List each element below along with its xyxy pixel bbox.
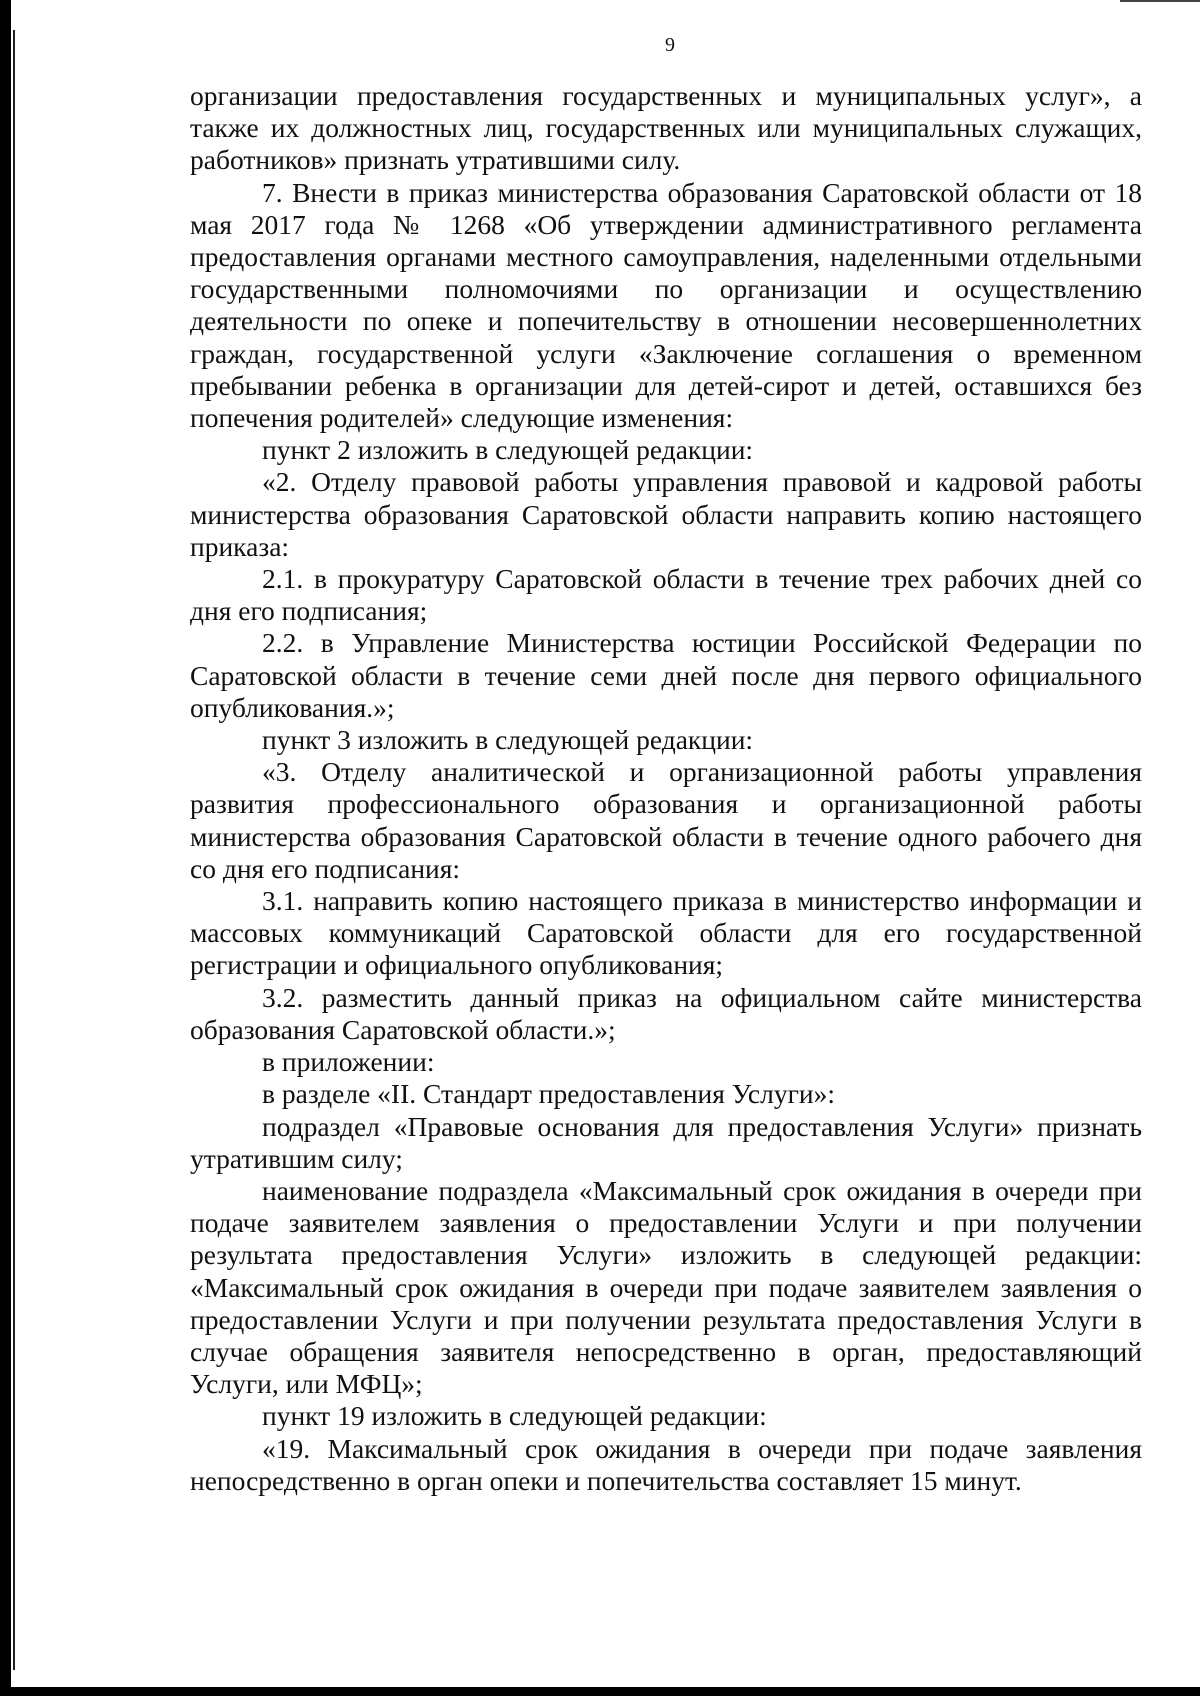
- paragraph: в разделе «II. Стандарт предоставления Услуги»:: [262, 1078, 835, 1110]
- paragraph: 2.1. в прокуратуру Саратовской области в течение трех рабочих дней со дня его подписания;: [190, 563, 1142, 627]
- paragraph: 3.2. разместить данный приказ на официальном сайте министерства образования Саратовской области.»;: [190, 981, 1142, 1045]
- paragraph: «19. Максимальный срок ожидания в очереди при подаче заявления непосредственно в орган опеки и попечительства составляет 15 минут.: [190, 1432, 1142, 1496]
- paragraph: 3.1. направить копию настоящего приказа в министерство информации и массовых коммуникаций Саратовской области для его государственной регистрации и официального опубликования;: [190, 885, 1142, 981]
- paragraph: в приложении:: [262, 1046, 435, 1078]
- paragraph: «3. Отделу аналитической и организационной работы управления развития профессионального образования и организационной работы министерства образования Саратовской области в течение одного рабочего дня со дня его подписания:: [190, 756, 1142, 884]
- paragraph: наименование подраздела «Максимальный срок ожидания в очереди при подаче заявителем заявления о предоставлении Услуги и при получении результата предоставления Услуги» изложить в следующей редакции: «Максимальный срок ожидания в очереди при подаче заявителем заявления о предоставлении Услуги и при получении результата предоставления Услуги в случае обращения заявителя непосредственно в орган, предоставляющий Услуги, или МФЦ»;: [190, 1174, 1142, 1400]
- scan-edge-bottom: [0, 1687, 1200, 1696]
- paragraph: 2.2. в Управление Министерства юстиции Российской Федерации по Саратовской области в течение семи дней после дня первого официального опубликования.»;: [190, 627, 1142, 723]
- paragraph: пункт 19 изложить в следующей редакции:: [262, 1400, 767, 1432]
- paragraph: пункт 3 изложить в следующей редакции:: [262, 724, 754, 756]
- scan-edge-top: [1120, 0, 1200, 2]
- paragraph: подраздел «Правовые основания для предоставления Услуги» признать утратившим силу;: [190, 1110, 1142, 1174]
- document-body: [190, 80, 1142, 1497]
- page-number: 9: [665, 34, 675, 56]
- paragraph: пункт 2 изложить в следующей редакции:: [262, 434, 754, 466]
- scan-edge-left: [0, 0, 11, 1696]
- scan-edge-line: [13, 30, 15, 1670]
- paragraph: 7. Внести в приказ министерства образования Саратовской области от 18 мая 2017 года № 1268 «Об утверждении административного регламента предоставления органами местного самоуправления, наделенными отдельными государственными полномочиями по организации и осуществлению деятельности по опеке и попечительству в отношении несовершеннолетних граждан, государственной услуги «Заключение соглашения о временном пребывании ребенка в организации для детей-сирот и детей, оставшихся без попечения родителей» следующие изменения:: [190, 176, 1142, 434]
- paragraph: организации предоставления государственных и муниципальных услуг», а также их должностных лиц, государственных или муниципальных служащих, работников» признать утратившими силу.: [190, 80, 1142, 176]
- paragraph: «2. Отделу правовой работы управления правовой и кадровой работы министерства образования Саратовской области направить копию настоящего приказа:: [190, 466, 1142, 562]
